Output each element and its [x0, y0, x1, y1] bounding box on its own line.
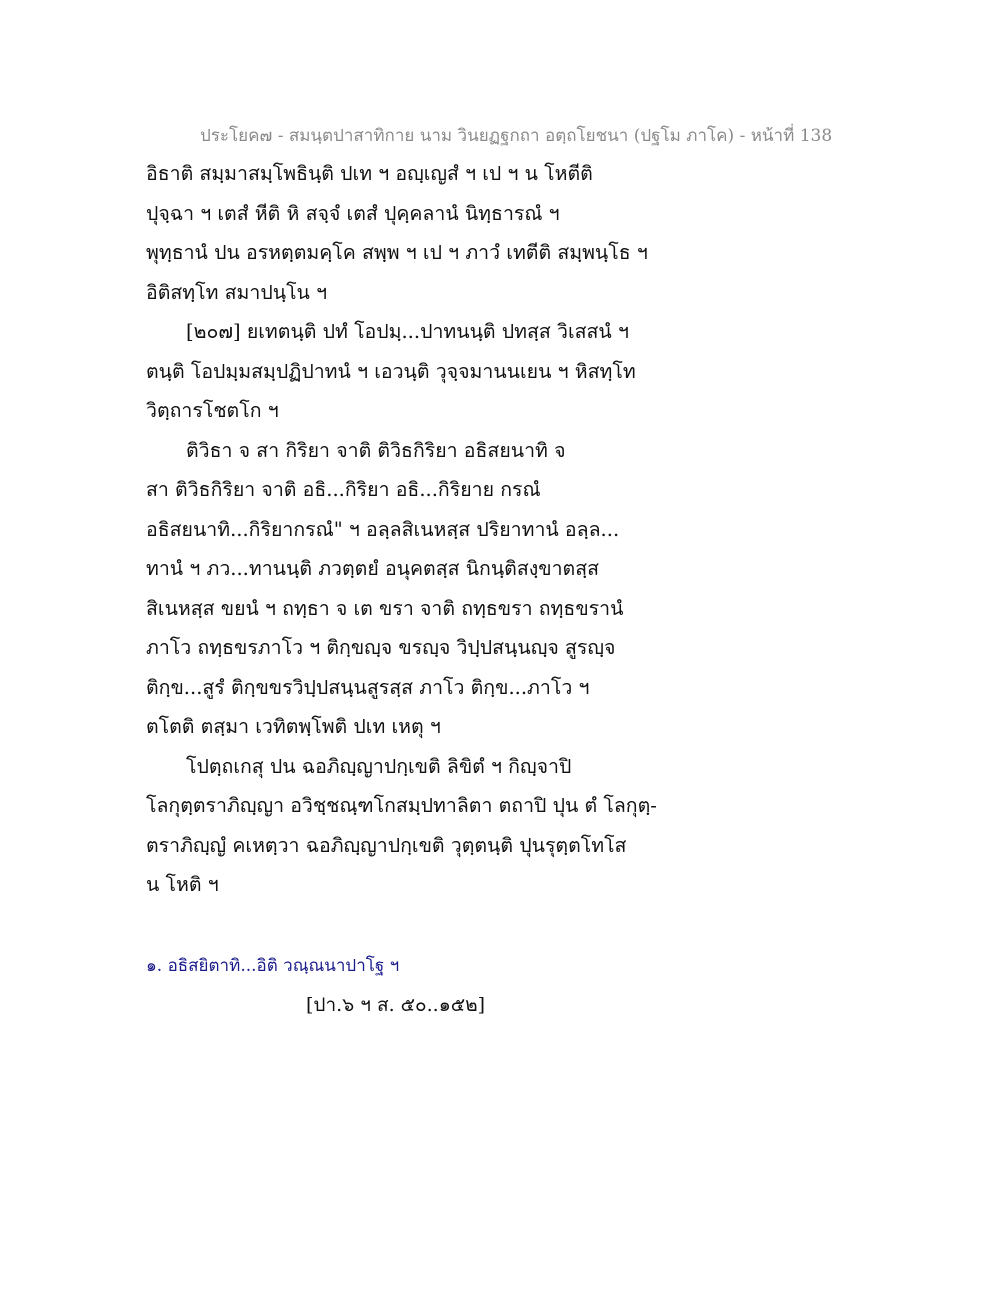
footnote: ๑. อธิสยิตาทิ...อิติ วณฺณนาปาโฐ ฯ	[146, 956, 400, 976]
text-line-paragraph-start: โปตฺถเกสุ ปน ฉอภิญฺญาปกฺเขติ ลิขิตํ ฯ กิญฺจาปิ	[186, 754, 572, 778]
text-line: น โหติ ฯ	[146, 873, 219, 896]
text-line: วิตฺถารโชตโก ฯ	[146, 399, 279, 422]
body-text	[146, 158, 706, 909]
text-line-paragraph-start: ติวิธา จ สา กิริยา จาติ ติวิธกิริยา อธิสยนาทิ จ	[186, 438, 566, 462]
text-line: อิธาติ สมฺมาสมฺโพธินฺติ ปเท ฯ อญฺเญสํ ฯ เป ฯ น โหตีติ	[146, 162, 593, 185]
text-line: อธิสยนาทิ...กิริยากรณํ" ฯ อลฺลสิเนหสฺส ปริยาทานํ อลฺล...	[146, 517, 620, 541]
text-line: ตราภิญฺญํ คเหตฺวา ฉอภิญฺญาปกฺเขติ วุตฺตนฺติ ปุนรุตฺตโทโส	[146, 833, 627, 857]
text-line-paragraph-start: [๒๐๗] ยเทตนฺติ ปทํ โอปมฺ...ปาทนนฺติ ปทสฺส วิเสสนํ ฯ	[186, 320, 629, 343]
text-line: ภาโว ถทฺธขรภาโว ฯ ติกฺขญฺจ ขรญฺจ วิปฺปสนฺนญฺจ สูรญฺจ	[146, 636, 616, 659]
text-line: ทานํ ฯ ภว...ทานนฺติ ภวตฺตยํ อนุคตสฺส นิกนฺติสงฺขาตสฺส	[146, 557, 600, 580]
page-header: ประโยค๗ - สมนฺตปาสาทิกาย นาม วินยฏฐกถา อตฺถโยชนา (ปฐโม ภาโค) - หน้าที่ 138	[200, 126, 833, 146]
text-line: พุทฺธานํ ปน อรหตฺตมคฺโค สพฺพ ฯ เป ฯ ภาวํ เทตีติ สมฺพนฺโธ ฯ	[146, 241, 648, 264]
text-line: ปุจฺฉา ฯ เตสํ หีติ หิ สจฺจํ เตสํ ปุคฺคลานํ นิทฺธารณํ ฯ	[146, 201, 560, 225]
text-line: สา ติวิธกิริยา จาติ อธิ...กิริยา อธิ...กิริยาย กรณํ	[146, 478, 541, 501]
page-reference: [ปา.๖ ฯ ส. ๕๐..๑๕๒]	[306, 994, 486, 1016]
text-line: สิเนหสฺส ขยนํ ฯ ถทฺธา จ เต ขรา จาติ ถทฺธขรา ถทฺธขรานํ	[146, 596, 624, 620]
text-line: ติกฺข...สูรํ ติกฺขขรวิปฺปสนฺนสูรสฺส ภาโว ติกฺข...ภาโว ฯ	[146, 675, 590, 699]
text-line: ตนฺติ โอปมฺมสมฺปฏิปาทนํ ฯ เอวนฺติ วุจฺจมานนเยน ฯ หิสทฺโท	[146, 359, 636, 383]
text-line: โลกุตฺตราภิญฺญา อวิชฺชณฺฑโกสมฺปทาลิตา ตถาปิ ปุน ตํ โลกุตฺ-	[146, 794, 657, 817]
text-line: อิติสทฺโท สมาปนฺโน ฯ	[146, 280, 328, 304]
text-line: ตโตติ ตสฺมา เวทิตพฺโพติ ปเท เหตุ ฯ	[146, 715, 441, 738]
